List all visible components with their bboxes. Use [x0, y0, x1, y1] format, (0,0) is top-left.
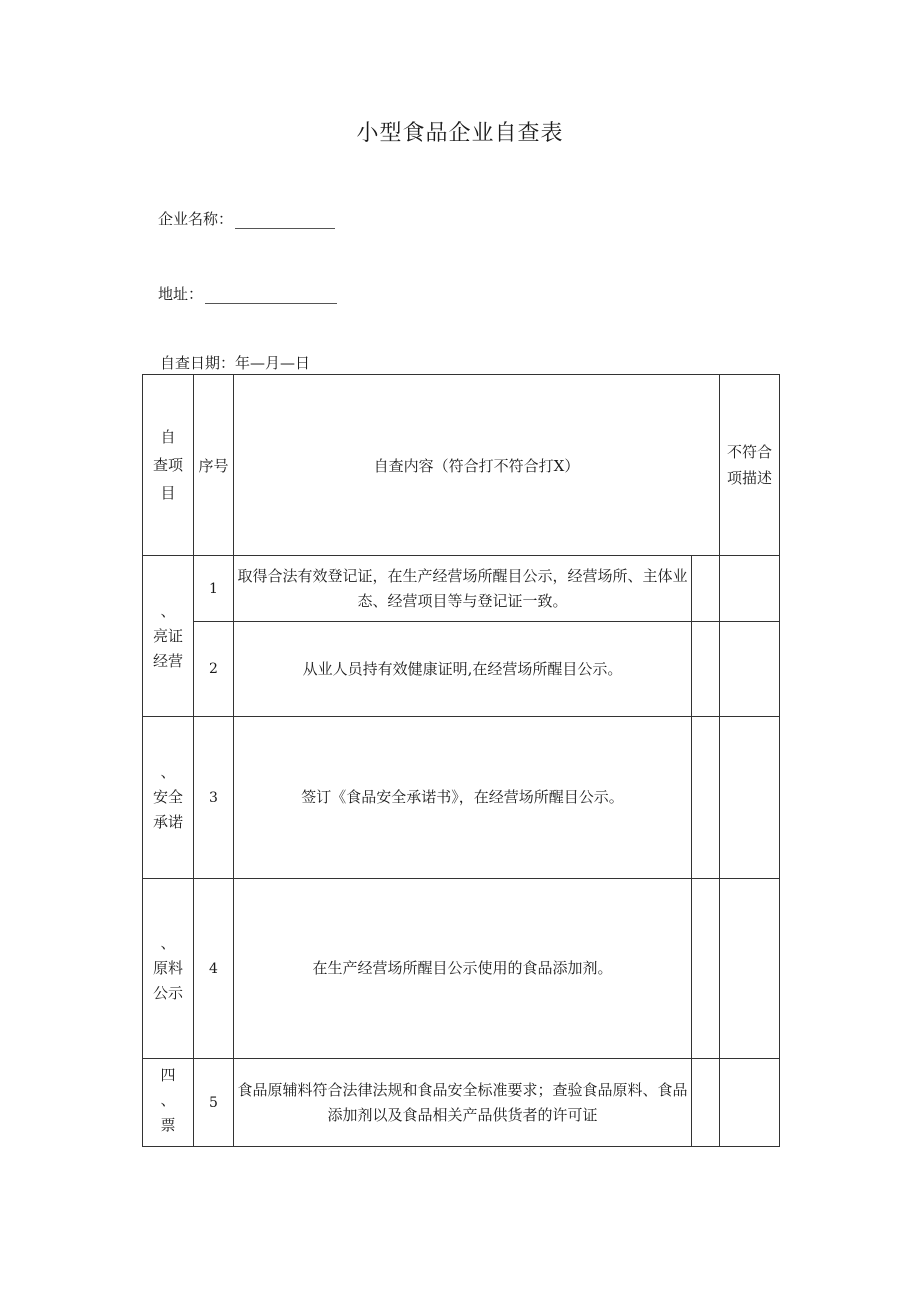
- row-number: 4: [194, 879, 234, 1059]
- row-content: 在生产经营场所醒目公示使用的食品添加剂。: [234, 879, 692, 1059]
- row-content: 取得合法有效登记证，在生产经营场所醒目公示，经营场所、主体业态、经营项目等与登记证一致。: [234, 556, 692, 622]
- company-name-field: [158, 208, 335, 229]
- self-check-table: [142, 374, 780, 1147]
- category-tickets: 四 、 票: [143, 1059, 194, 1147]
- row-content: 签订《食品安全承诺书》，在经营场所醒目公示。: [234, 717, 692, 879]
- row-number: 5: [194, 1059, 234, 1147]
- row-content: 从业人员持有效健康证明,在经营场所醒目公示。: [234, 622, 692, 717]
- company-name-blank[interactable]: [235, 214, 335, 229]
- table-row: [143, 622, 780, 717]
- table-row: [143, 1059, 780, 1147]
- check-date-label: 自查日期：年—月—日: [160, 354, 311, 372]
- address-label: 地址：: [158, 285, 204, 303]
- row-number: 1: [194, 556, 234, 622]
- category-material-disclosure: 、 原料 公示: [143, 879, 194, 1059]
- check-mark-cell[interactable]: [692, 1059, 720, 1147]
- check-mark-cell[interactable]: [692, 556, 720, 622]
- row-number: 2: [194, 622, 234, 717]
- check-mark-cell[interactable]: [692, 717, 720, 879]
- table-row: [143, 879, 780, 1059]
- nonconformity-description-cell[interactable]: [720, 622, 780, 717]
- table-header-row: [143, 375, 780, 556]
- nonconformity-description-cell[interactable]: [720, 717, 780, 879]
- header-description: 不符合 项描述: [720, 375, 780, 556]
- header-category: 自 查项 目: [143, 375, 194, 556]
- table-row: [143, 556, 780, 622]
- address-field: [158, 283, 337, 304]
- company-name-label: 企业名称：: [158, 210, 234, 228]
- header-number: 序号: [194, 375, 234, 556]
- document-title: 小型食品企业自查表: [356, 121, 564, 146]
- check-mark-cell[interactable]: [692, 879, 720, 1059]
- row-content: 食品原辅料符合法律法规和食品安全标准要求；查验食品原料、食品添加剂以及食品相关产品供货者的许可证: [234, 1059, 692, 1147]
- check-mark-cell[interactable]: [692, 622, 720, 717]
- table-row: [143, 717, 780, 879]
- nonconformity-description-cell[interactable]: [720, 1059, 780, 1147]
- address-blank[interactable]: [205, 289, 337, 304]
- row-number: 3: [194, 717, 234, 879]
- category-commitment: 、 安全 承诺: [143, 717, 194, 879]
- header-content: 自查内容（符合打不符合打X）: [234, 375, 720, 556]
- category-license: 、 亮证 经营: [143, 556, 194, 717]
- nonconformity-description-cell[interactable]: [720, 556, 780, 622]
- nonconformity-description-cell[interactable]: [720, 879, 780, 1059]
